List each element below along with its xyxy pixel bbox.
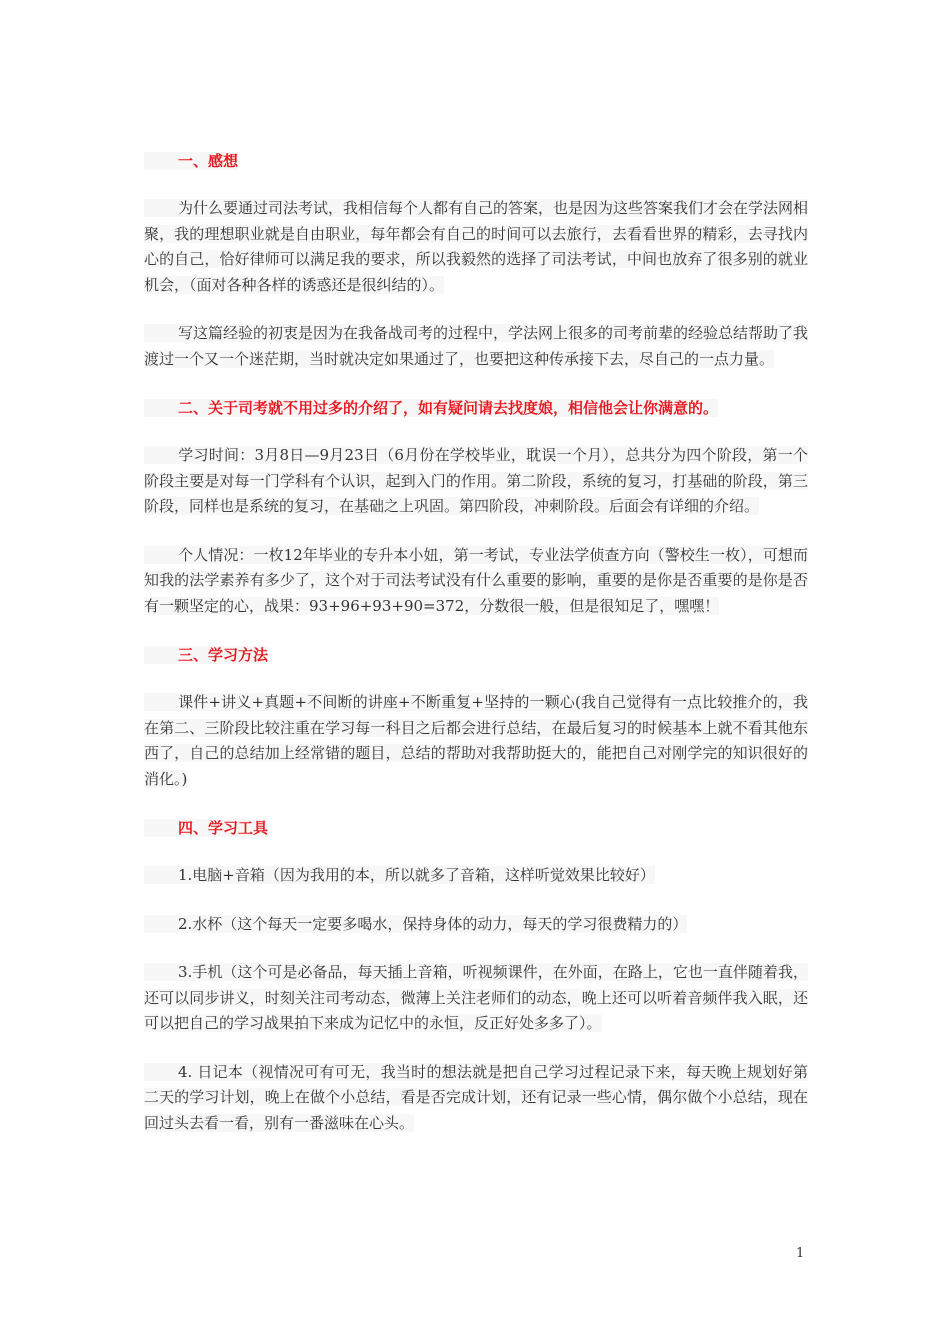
tool-item-4: 4. 日记本（视情况可有可无，我当时的想法就是把自己学习过程记录下来，每天晚上规划好第二天的学习计划，晚上在做个小总结，看是否完成计划，还有记录一些心情，偶尔做个小总结，现在回过头去看一看，别有一番滋味在心头。 (144, 1062, 808, 1132)
tool-item-3: 3.手机（这个可是必备品，每天插上音箱，听视频课件，在外面，在路上，它也一直伴随着我，还可以同步讲义，时刻关注司考动态，微薄上关注老师们的动态，晚上还可以听着音频伴我入眠，还可以把自己的学习战果拍下来成为记忆中的永恒，反正好处多多了）。 (144, 963, 808, 1032)
section-heading-2: 二、关于司考就不用过多的介绍了，如有疑问请去找度娘，相信他会让你满意的。 (144, 395, 808, 421)
paragraph-3: 学习时间：3月8日—9月23日（6月份在学校毕业，耽误一个月），总共分为四个阶段，第一个阶段主要是对每一门学科有个认识，起到入门的作用。第二阶段，系统的复习，打基础的阶段，第三阶段，同样也是系统的复习，在基础之上巩固。第四阶段，冲刺阶段。后面会有详细的介绍。 (144, 446, 808, 515)
section-heading-1: 一、感想 (144, 148, 808, 174)
paragraph-5: 课件+讲义+真题+不间断的讲座+不断重复+坚持的一颗心(我自己觉得有一点比较推介的，我在第二、三阶段比较注重在学习每一科目之后都会进行总结，在最后复习的时候基本上就不看其他东西了，自己的总结加上经常错的题目，总结的帮助对我帮助挺大的，能把自己对刚学完的知识很好的消化。) (144, 693, 808, 788)
paragraph-4: 个人情况：一枚12年毕业的专升本小妞，第一考试，专业法学侦查方向（警校生一枚），可想而知我的法学素养有多少了，这个对于司法考试没有什么重要的影响，重要的是你是否重要的是你是否有一颗坚定的心，战果：93+96+93+90=372，分数很一般，但是很知足了，嘿嘿！ (144, 545, 808, 615)
document-body (144, 148, 808, 1159)
paragraph-1: 为什么要通过司法考试，我相信每个人都有自己的答案，也是因为这些答案我们才会在学法网相聚，我的理想职业就是自由职业，每年都会有自己的时间可以去旅行，去看看世界的精彩，去寻找内心的自己，恰好律师可以满足我的要求，所以我毅然的选择了司法考试，中间也放弃了很多别的就业机会，（面对各种各样的诱惑还是很纠结的）。 (144, 199, 809, 294)
section-heading-3: 三、学习方法 (144, 642, 808, 668)
paragraph-2: 写这篇经验的初衷是因为在我备战司考的过程中，学法网上很多的司考前辈的经验总结帮助了我渡过一个又一个迷茫期，当时就决定如果通过了，也要把这种传承接下去，尽自己的一点力量。 (144, 324, 809, 368)
tool-item-2: 2.水杯（这个每天一定要多喝水，保持身体的动力，每天的学习很费精力的） (144, 912, 808, 938)
page-number: 1 (796, 1246, 805, 1261)
tool-item-1: 1.电脑+音箱（因为我用的本，所以就多了音箱，这样听觉效果比较好） (144, 863, 808, 889)
section-heading-4: 四、学习工具 (144, 815, 808, 841)
